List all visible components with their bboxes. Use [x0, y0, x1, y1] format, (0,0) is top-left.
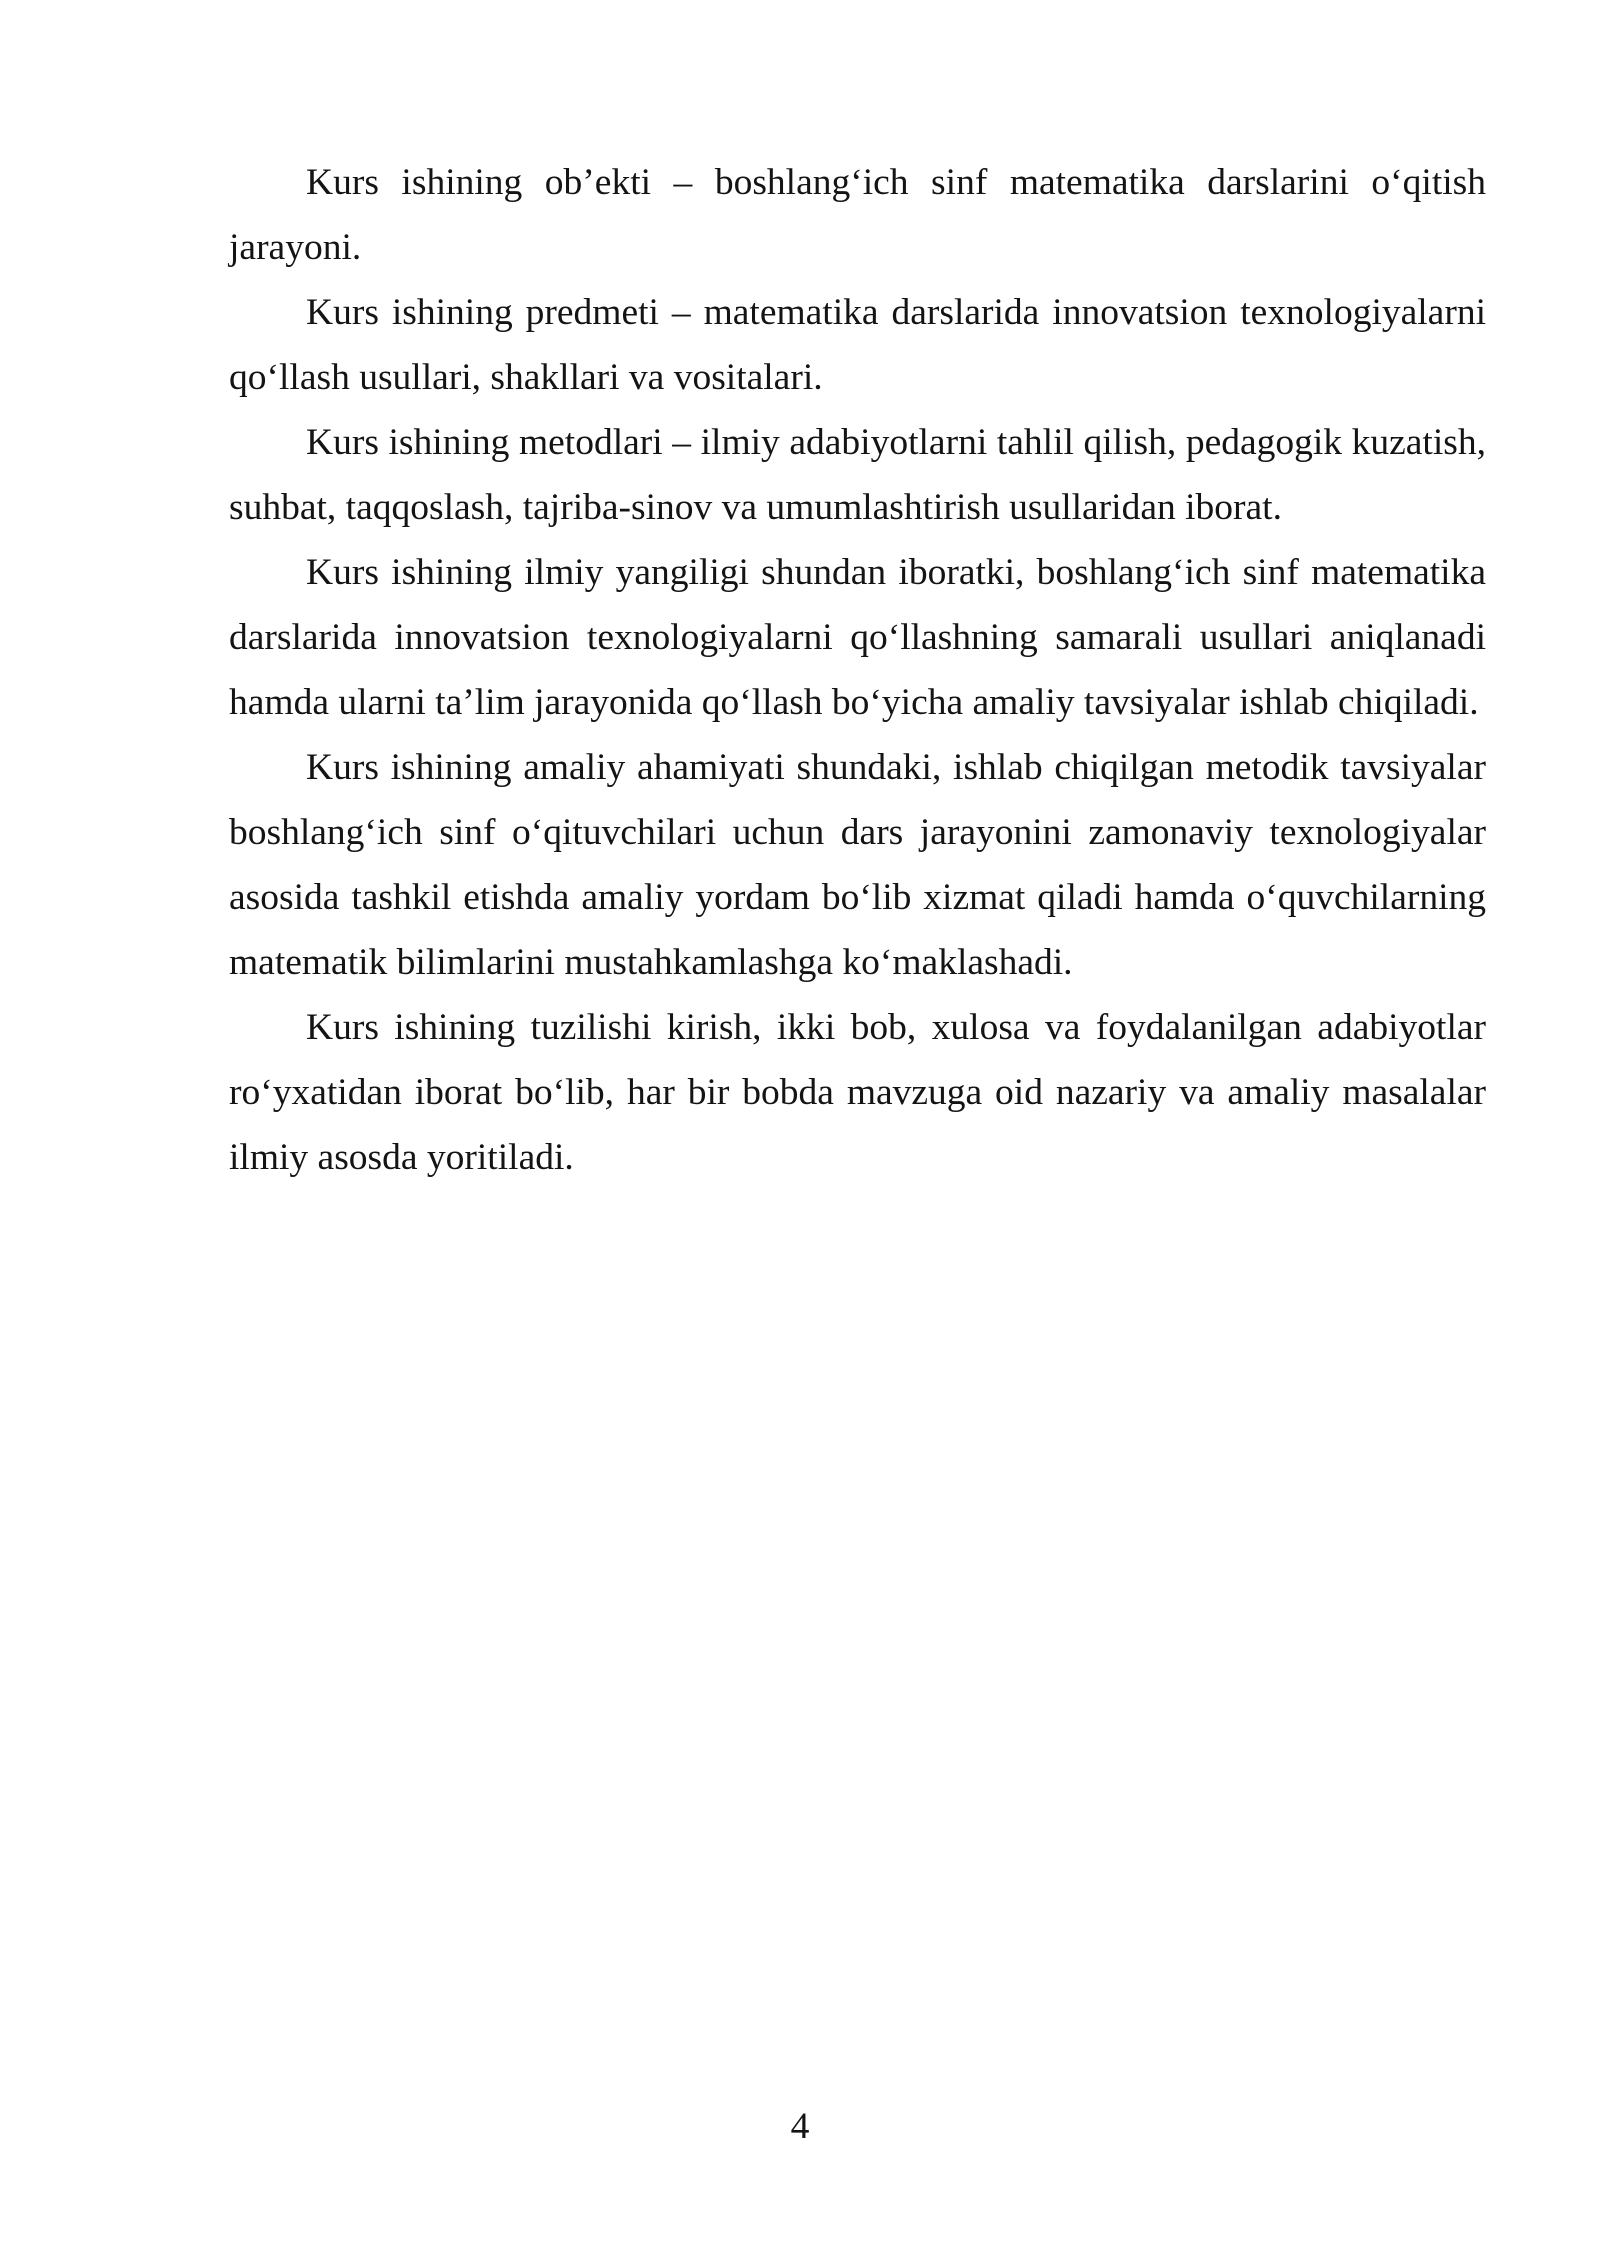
page-number: 4	[790, 2106, 810, 2147]
paragraph-scientific-novelty: Kurs ishining ilmiy yangiligi shundan iboratki, boshlang‘ich sinf matematika darslarida innovatsion texnologiyalarni qo‘llashning samarali usullari aniqlanadi hamda ularni ta’lim jarayonida qo‘llash bo‘yicha amaliy tavsiyalar ishlab chiqiladi.	[229, 552, 1486, 723]
paragraph-methods: Kurs ishining metodlari – ilmiy adabiyotlarni tahlil qilish, pedagogik kuzatish, suhbat, taqqoslash, tajriba-sinov va umumlashtirish usullaridan iborat.	[229, 422, 1486, 528]
paragraph-object: Kurs ishining ob’ekti – boshlang‘ich sinf matematika darslarini o‘qitish jarayoni.	[229, 162, 1486, 268]
paragraph-subject: Kurs ishining predmeti – matematika darslarida innovatsion texnologiyalarni qo‘llash usullari, shakllari va vositalari.	[229, 292, 1486, 398]
paragraph-practical-significance: Kurs ishining amaliy ahamiyati shundaki, ishlab chiqilgan metodik tavsiyalar boshlang‘ich sinf o‘qituvchilari uchun dars jarayonini zamonaviy texnologiyalar asosida tashkil etishda amaliy yordam bo‘lib xizmat qiladi hamda o‘quvchilarning matematik bilimlarini mustahkamlashga ko‘maklashadi.	[229, 747, 1486, 983]
document-body	[229, 150, 1486, 1190]
paragraph-structure: Kurs ishining tuzilishi kirish, ikki bob, xulosa va foydalanilgan adabiyotlar ro‘yxatidan iborat bo‘lib, har bir bobda mavzuga oid nazariy va amaliy masalalar ilmiy asosda yoritiladi.	[229, 1007, 1486, 1178]
